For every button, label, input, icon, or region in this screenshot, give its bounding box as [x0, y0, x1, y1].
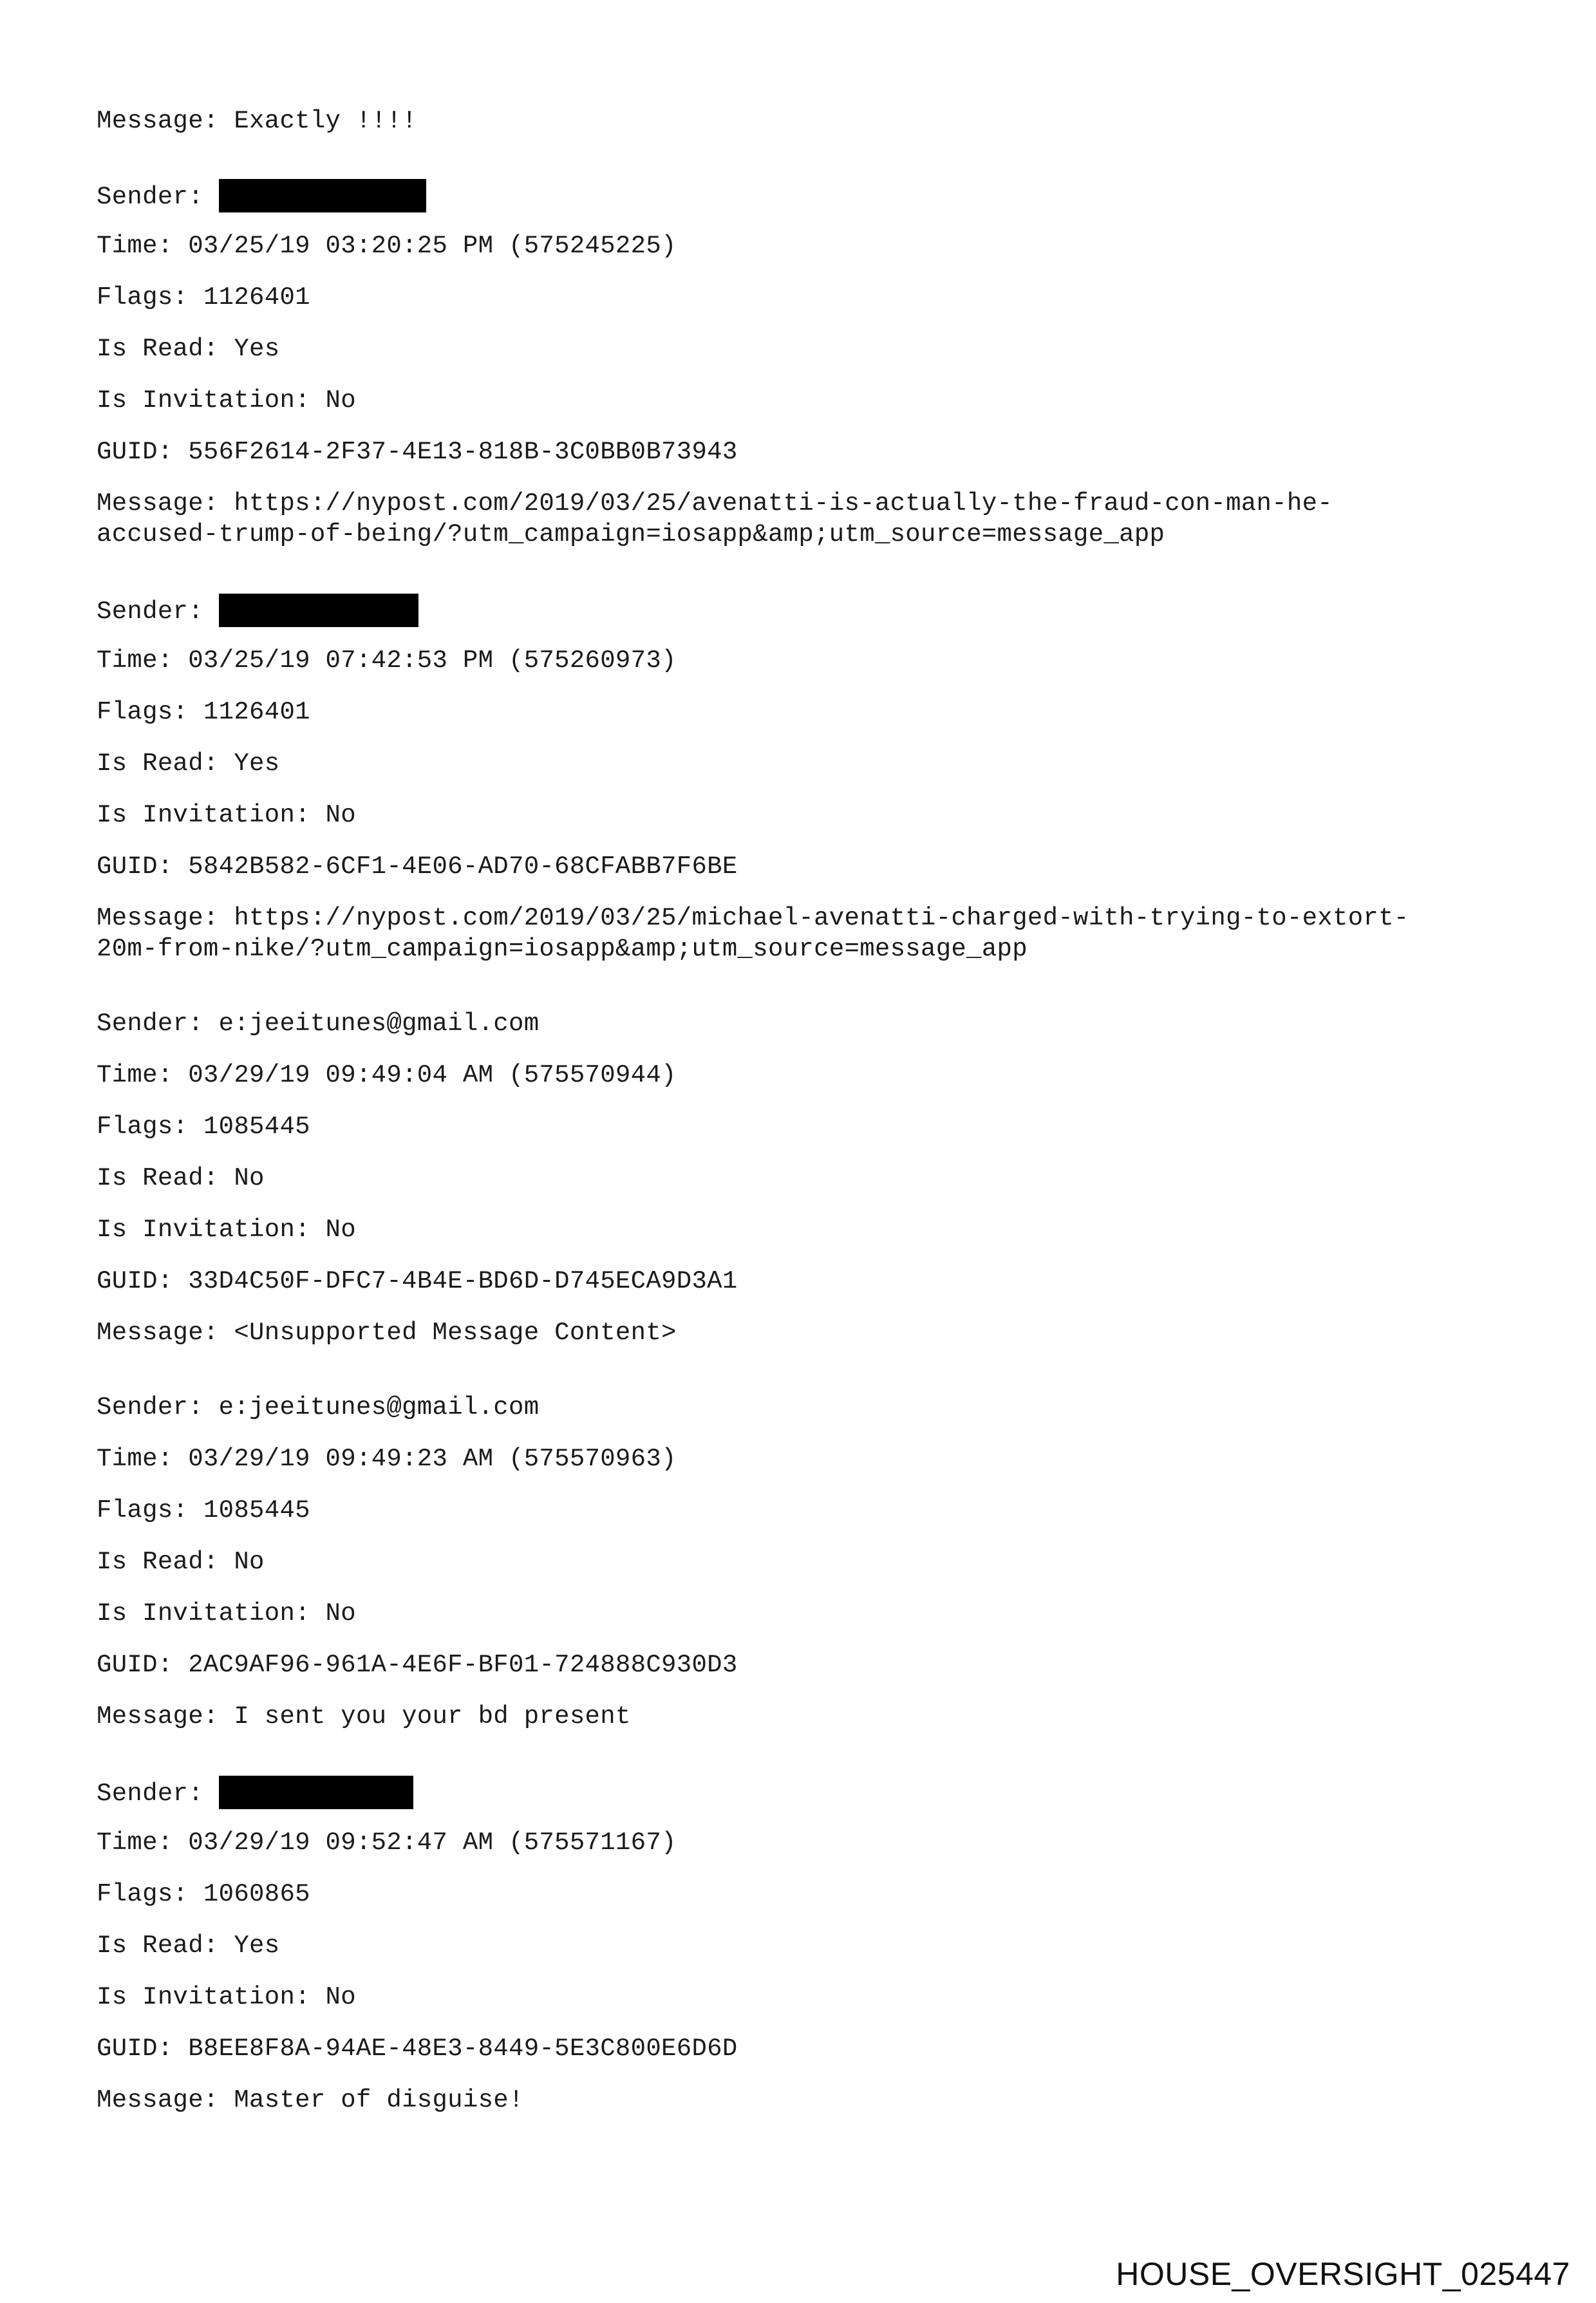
message-line-continued: accused-trump-of-being/?utm_campaign=iosapp&amp;utm_source=message_app	[97, 520, 1165, 549]
message-line: Message: Master of disguise!	[97, 2086, 524, 2114]
sender-line	[97, 594, 418, 627]
sender-label: Sender:	[97, 597, 203, 626]
message-line: Message: Exactly !!!!	[97, 107, 417, 135]
is-invitation-line: Is Invitation: No	[97, 1216, 356, 1244]
sender-line	[97, 1776, 413, 1809]
message-line: Message: <Unsupported Message Content>	[97, 1319, 677, 1347]
is-read-line: Is Read: Yes	[97, 1932, 280, 1960]
is-invitation-line: Is Invitation: No	[97, 1983, 356, 2011]
guid-line: GUID: B8EE8F8A-94AE-48E3-8449-5E3C800E6D6D	[97, 2035, 738, 2063]
flags-line: Flags: 1085445	[97, 1496, 310, 1525]
time-line: Time: 03/29/19 09:49:23 AM (575570963)	[97, 1445, 677, 1473]
time-line: Time: 03/25/19 07:42:53 PM (575260973)	[97, 646, 677, 675]
message-line-continued: 20m-from-nike/?utm_campaign=iosapp&amp;utm_source=message_app	[97, 935, 1028, 963]
flags-line: Flags: 1126401	[97, 698, 310, 726]
sender-label: Sender:	[97, 1780, 203, 1808]
guid-line: GUID: 5842B582-6CF1-4E06-AD70-68CFABB7F6BE	[97, 852, 738, 881]
is-read-line: Is Read: Yes	[97, 749, 280, 778]
bates-number: HOUSE_OVERSIGHT_025447	[1116, 2256, 1570, 2292]
message-line: Message: https://nypost.com/2019/03/25/michael-avenatti-charged-with-trying-to-extort-	[97, 904, 1409, 932]
guid-line: GUID: 33D4C50F-DFC7-4B4E-BD6D-D745ECA9D3A1	[97, 1267, 738, 1295]
flags-line: Flags: 1126401	[97, 283, 310, 312]
sender-line: Sender: e:jeeitunes@gmail.com	[97, 1010, 540, 1038]
message-line: Message: https://nypost.com/2019/03/25/avenatti-is-actually-the-fraud-con-man-he-	[97, 489, 1333, 518]
time-line: Time: 03/29/19 09:52:47 AM (575571167)	[97, 1828, 677, 1857]
guid-line: GUID: 556F2614-2F37-4E13-818B-3C0BB0B73943	[97, 438, 738, 466]
sender-label: Sender:	[97, 183, 203, 211]
redaction-box	[219, 594, 418, 627]
flags-line: Flags: 1085445	[97, 1113, 310, 1141]
redaction-box	[219, 1776, 413, 1809]
time-line: Time: 03/25/19 03:20:25 PM (575245225)	[97, 232, 677, 260]
redaction-box	[219, 179, 426, 212]
is-read-line: Is Read: Yes	[97, 335, 280, 363]
is-read-line: Is Read: No	[97, 1548, 265, 1576]
message-line: Message: I sent you your bd present	[97, 1702, 631, 1731]
sender-line	[97, 179, 426, 212]
is-read-line: Is Read: No	[97, 1164, 265, 1192]
guid-line: GUID: 2AC9AF96-961A-4E6F-BF01-724888C930D3	[97, 1651, 738, 1679]
sender-line: Sender: e:jeeitunes@gmail.com	[97, 1393, 540, 1422]
is-invitation-line: Is Invitation: No	[97, 386, 356, 415]
is-invitation-line: Is Invitation: No	[97, 1599, 356, 1628]
time-line: Time: 03/29/19 09:49:04 AM (575570944)	[97, 1061, 677, 1089]
flags-line: Flags: 1060865	[97, 1880, 310, 1908]
is-invitation-line: Is Invitation: No	[97, 801, 356, 829]
